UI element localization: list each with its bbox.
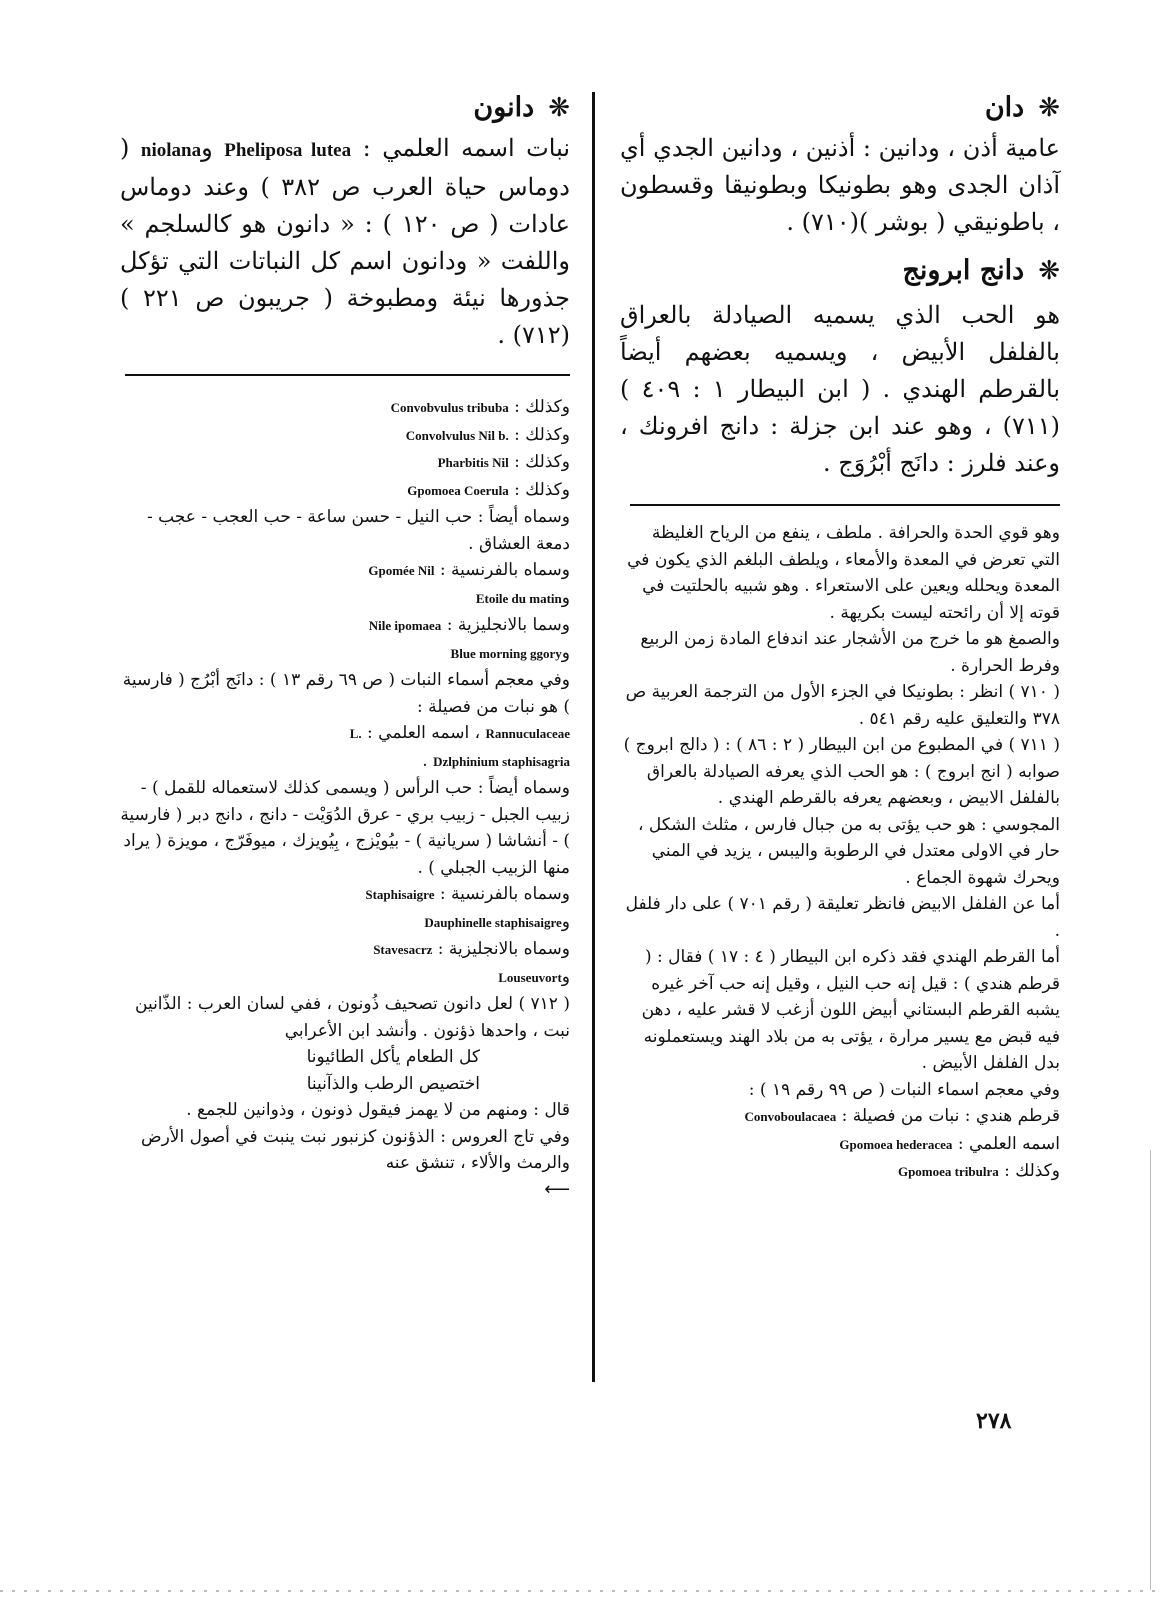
footnotes xyxy=(620,520,1060,1186)
footnote-divider xyxy=(125,374,570,376)
footnote-711: ( ٧١١ ) في المطبوع من ابن البيطار ( ٢ : ٨٦ ) : ( دالج ابروج ) صوابه ( انج ابروج ) : هو الحب الذي يعرفه الصيادلة بالعراق بالفلفل الابيض ، وبعضهم يعرفه بالقرطم الهندي . xyxy=(623,735,1060,808)
footnote-paragraph: وفي معجم أسماء النبات ( ص ٦٩ رقم ١٣ ) : دانَج أبْرُج ( فارسية ) هو نبات من فصيلة : xyxy=(122,670,570,717)
latin-line: وسماه بالانجليزية : Stavesacrz xyxy=(373,939,570,959)
latin-line: وLouseuvort xyxy=(498,966,570,987)
latin-line: وكذلك : Gpomoea tribulra xyxy=(897,1161,1060,1181)
latin-line: وBlue morning ggory xyxy=(450,642,570,663)
entry-body: نبات اسمه العلمي : Pheliposa lutea وniolana ( دوماس حياة العرب ص ٣٨٢ ) وعند دوماس عادات ( ص ١٢٠ ) : « دانون هو كالسلجم » واللفت « ودانون اسم كل النباتات التي تؤكل جذورها نيئة ومطبوخة ( جريبون ص ٢٢١ )(٧١٢) . xyxy=(120,134,571,349)
footnote-divider xyxy=(630,504,1060,506)
asterisk-icon: ❋ xyxy=(1038,93,1060,123)
entry-heading-danun xyxy=(120,88,570,128)
footnote-paragraph: وسماه أيضاً : حب الرأس ( ويسمى كذلك لاستعماله للقمل ) - زبيب الجبل - زبيب بري - عرق الدُوَيْت - دانج ، دانج دبر ( فارسية ) - أنشاشا ( سريانية ) - بيُويْزج ، بِيُويزك ، ميوفَرّج ، مويزة ( يراد منها الزبيب الجبلي ) . xyxy=(120,778,570,878)
footnote-paragraph: وفي تاج العروس : الذؤنون كزنبور نبت ينبت في أصول الأرض والرمث والألاء ، تنشق عنه xyxy=(141,1126,570,1173)
latin-line: وسماه بالفرنسية : Gpomée Nil xyxy=(368,560,570,580)
entry-title: دان xyxy=(984,92,1025,123)
footnote-paragraph: وفي معجم اسماء النبات ( ص ٩٩ رقم ١٩ ) : xyxy=(748,1079,1060,1100)
scan-bottom-edge xyxy=(0,1590,1160,1592)
poem-verse: اختصيص الرطب والذآنينا xyxy=(306,1073,480,1094)
page-number: ٢٧٨ xyxy=(976,1408,1012,1434)
entry-body: هو الحب الذي يسميه الصيادلة بالعراق بالفلفل الأبيض ، ويسميه بعضهم أيضاً بالقرطم الهندي . ( ابن البيطار ١ : ٤٠٩ )(٧١١) ، وهو عند ابن جزلة : دانج افرونك ، وعند فلرز : دانَج أبْرُوَج . xyxy=(620,301,1061,477)
entry-heading-danj xyxy=(620,251,1060,291)
column-separator xyxy=(592,92,595,1382)
latin-line: وكذلك : Convobvulus tribuba xyxy=(390,397,570,417)
entry-title: دانج ابرونج xyxy=(902,255,1025,286)
poem-verse: كل الطعام يأكل الطائيونا xyxy=(306,1047,480,1067)
footnote-710: ( ٧١٠ ) انظر : بطونيكا في الجزء الأول من الترجمة العربية ص ٣٧٨ والتعليق عليه رقم ٥٤١ . xyxy=(625,682,1060,729)
latin-line: وكذلك : Convolvulus Nil b. xyxy=(405,424,570,445)
footnote-paragraph: وهو قوي الحدة والحرافة . ملطف ، ينفع من الرياح الغليظة التي تعرض في المعدة والأمعاء ، ويلطف البلغم الذي يكون في المعدة ويحلله ويعين على الاستعراء . وهو شبيه بالحلتيت في قوته إلا أن رائحته ليست بكريهة . xyxy=(627,523,1060,623)
footnote-paragraph: قال : ومنهم من لا يهمز فيقول ذونون ، وذوانين للجمع . xyxy=(186,1100,570,1120)
asterisk-icon: ❋ xyxy=(548,93,570,123)
footnote-712: ( ٧١٢ ) لعل دانون تصحيف ذُونون ، ففي لسان العرب : الذّانين نبت ، واحدها ذؤنون . وأنشد ابن الأعرابي xyxy=(135,994,570,1041)
entry-title: دانون xyxy=(473,92,535,123)
latin-line: Rannuculaceae ، اسمه العلمي : L. xyxy=(349,723,570,743)
footnote-paragraph: والصمغ هو ما خرج من الأشجار عند اندفاع المادة زمن الربيع وفرط الحرارة . xyxy=(640,629,1060,676)
left-column xyxy=(120,88,570,1203)
latin-line: وكذلك : Pharbitis Nil xyxy=(437,452,570,472)
latin-line: قرطم هندي : نبات من فصيلة : Convoboulacaea xyxy=(744,1106,1060,1126)
latin-line: وDauphinelle staphisaigre xyxy=(424,911,570,932)
footnote-paragraph: أما القرطم الهندي فقد ذكره ابن البيطار ( ٤ : ١٧ ) فقال : ( قرطم هندي ) : قيل إنه حب النيل ، وقيل إنه حب آخر غيره يشبه القرطم البستاني أبيض اللون أزغب لا قشر عليه ، دهن فيه قبض مع يسير مرارة ، يؤتى به من بلاد الهند ويستعملونه بدل الفلفل الأبيض . xyxy=(641,947,1060,1073)
continuation-arrow-icon: ⟵ xyxy=(544,1178,570,1200)
latin-line: وسماه بالفرنسية : Staphisaigre xyxy=(365,884,570,904)
entry-body: عامية أذن ، ودانين : أذنين ، ودانين الجدي أي آذان الجدى وهو بطونيكا وبطونيقا وقسطون ، باطونيقي ( بوشر )(٧١٠) . xyxy=(620,134,1060,236)
footnote-paragraph: أما عن الفلفل الابيض فانظر تعليقة ( رقم ٧٠١ ) على دار فلفل . xyxy=(625,894,1060,941)
scan-edge-line xyxy=(1150,1150,1151,1590)
footnote-paragraph: وسماه أيضاً : حب النيل - حسن ساعة - حب العجب - عجب - دمعة العشاق . xyxy=(146,507,570,554)
latin-line: وEtoile du matin xyxy=(475,587,570,608)
right-column xyxy=(620,88,1060,1186)
asterisk-icon: ❋ xyxy=(1038,256,1060,286)
latin-line: اسمه العلمي : Gpomoea hederacea xyxy=(839,1133,1060,1154)
latin-line: وكذلك : Gpomoea Coerula xyxy=(407,479,570,500)
footnote-paragraph: المجوسي : هو حب يؤتى به من جبال فارس ، مثلث الشكل ، حار في الاولى معتدل في الرطوبة واليبس ، يزيد في المني ويحرك شهوة الجماع . xyxy=(637,814,1060,888)
entry-heading-dan xyxy=(620,88,1060,128)
latin-line: Dzlphinium staphisagria . xyxy=(422,750,570,771)
latin-line: وسما بالانجليزية : Nile ipomaea xyxy=(368,615,570,635)
footnotes xyxy=(120,394,570,1203)
